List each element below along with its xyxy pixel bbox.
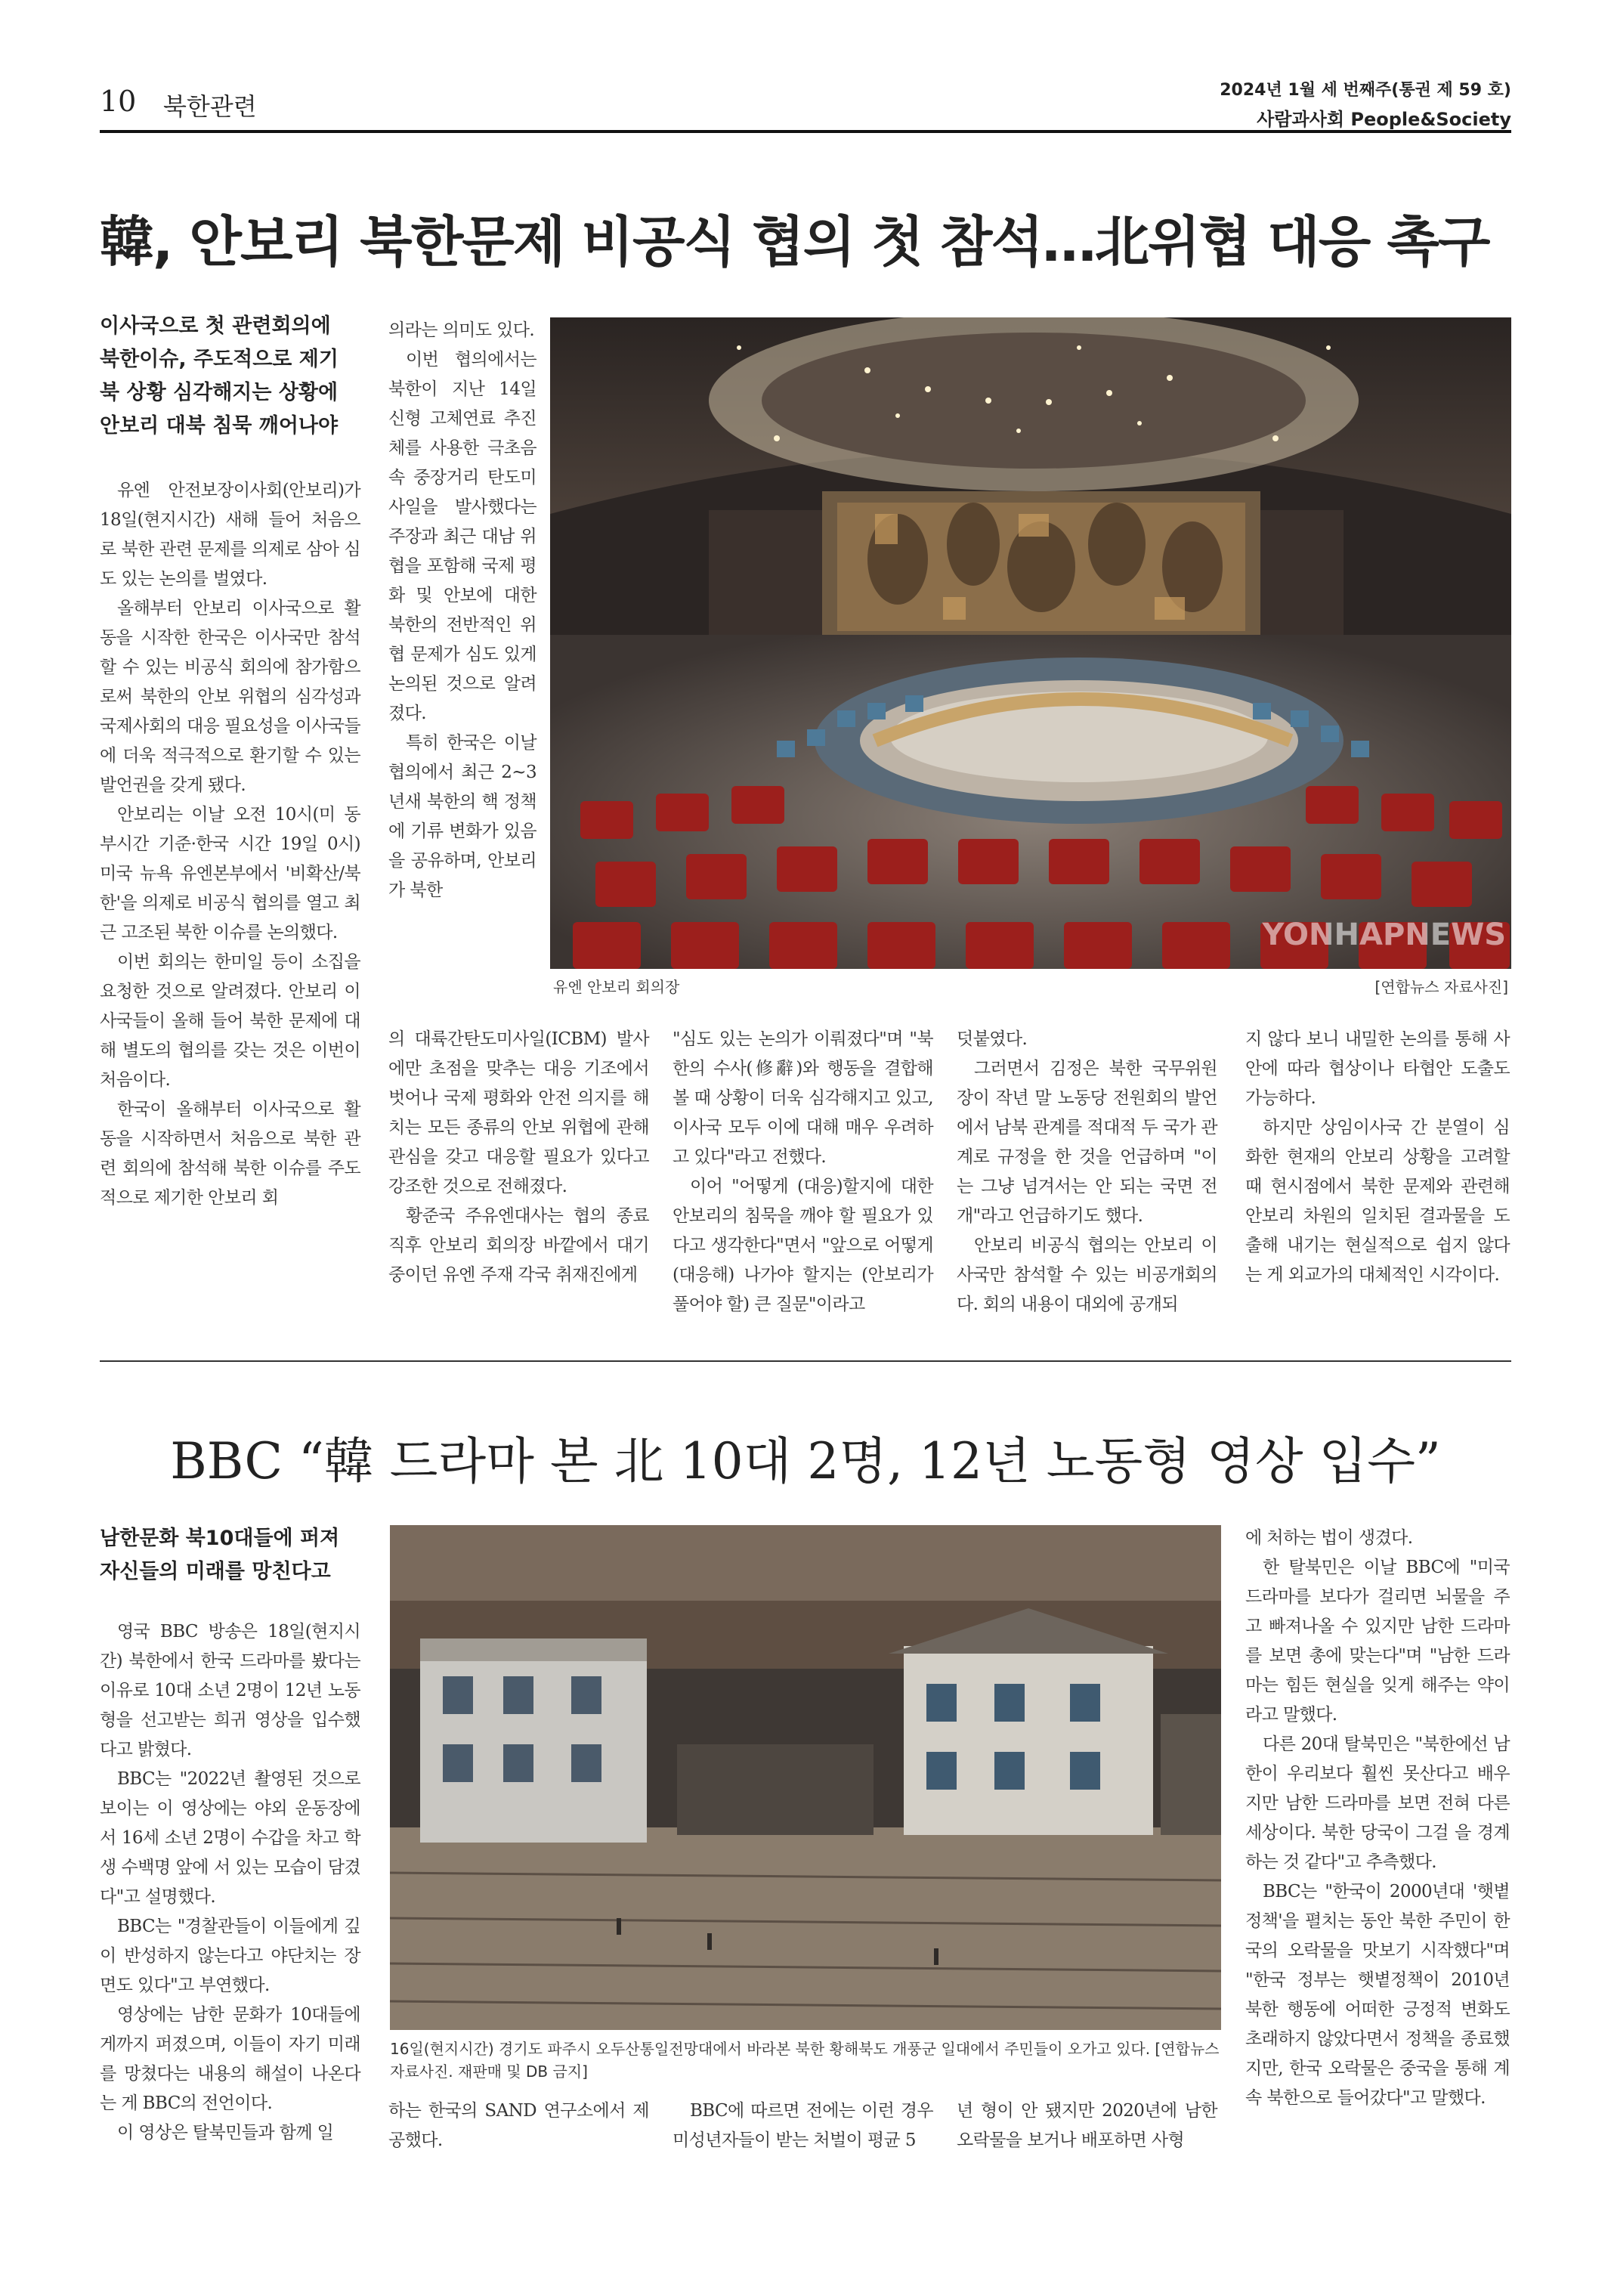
paragraph: 의 대륙간탄도미사일(ICBM) 발사에만 초점을 맞추는 대응 기조에서 벗어나 국제 평화와 안전 의지를 해치는 모든 종류의 안보 위협에 관해 관심을 갖고 대응할 필요가 있다고 강조한 것으로 전해졌다. bbox=[388, 1029, 649, 1196]
article2-column-4 bbox=[957, 2096, 1217, 2155]
issue-info: 2024년 1월 세 번째주(통권 제 59 호) bbox=[1220, 81, 1511, 100]
paragraph: 황준국 주유엔대사는 협의 종료 직후 안보리 회의장 바깥에서 대기 중이던 유엔 주재 각국 취재진에게 bbox=[388, 1206, 649, 1285]
paragraph: 이어 "어떻게 (대응)할지에 대한 안보리의 침묵을 깨야 할 필요가 있다고 생각한다"면서 "앞으로 어떻게 (대응해) 나가야 할지는 (안보리가 풀어야 할) 큰 질문"이라고 bbox=[673, 1177, 933, 1314]
paragraph: BBC는 "한국이 2000년대 '햇볕정책'을 펼치는 동안 북한 주민이 한국의 오락물을 맛보기 시작했다"며 "한국 정부는 햇볕정책이 2010년 북한 행동에 어떠한 긍정적 변화도 초래하지 않았다면서 정책을 종료했지만, 한국 오락물은 중국을 통해 계속 북한으로 들어갔다"고 말했다. bbox=[1245, 1882, 1510, 2108]
article1-column-2 bbox=[388, 316, 536, 905]
section-title: 북한관련 bbox=[163, 92, 257, 121]
photo1-credit: [연합뉴스 자료사진] bbox=[1374, 978, 1508, 996]
article2-column-3 bbox=[673, 2096, 933, 2155]
paragraph: 특히 한국은 이날 협의에서 최근 2~3년새 북한의 핵 정책에 기류 변화가 있음을 공유하며, 안보리가 북한 bbox=[388, 733, 536, 900]
article2-column-5 bbox=[1245, 1524, 1510, 2113]
page-number: 10 bbox=[100, 85, 137, 118]
paragraph: 유엔 안전보장이사회(안보리)가 18일(현지시간) 새해 들어 처음으로 북한 관련 문제를 의제로 삼아 심도 있는 논의를 벌였다. bbox=[100, 481, 360, 589]
paragraph: 의라는 의미도 있다. bbox=[388, 320, 535, 340]
north-korea-village-photo bbox=[390, 1525, 1221, 2030]
subhead-line: 남한문화 북10대들에 퍼져 bbox=[100, 1527, 340, 1550]
paragraph: 안보리 비공식 협의는 안보리 이사국만 참석할 수 있는 비공개회의다. 회의 내용이 대외에 공개되 bbox=[957, 1236, 1217, 1314]
paragraph: 년 형이 안 됐지만 2020년에 남한 오락물을 보거나 배포하면 사형 bbox=[957, 2101, 1217, 2150]
article1-subheads bbox=[100, 310, 372, 443]
header-rule bbox=[100, 130, 1511, 133]
paragraph: 하는 한국의 SAND 연구소에서 제공했다. bbox=[388, 2101, 649, 2150]
paragraph: 덧붙였다. bbox=[957, 1029, 1028, 1049]
paragraph: 에 처하는 법이 생겼다. bbox=[1245, 1528, 1413, 1548]
article1-column-4 bbox=[957, 1025, 1217, 1320]
paragraph: BBC는 "경찰관들이 이들에게 깊이 반성하지 않는다고 야단치는 장면도 있다"고 부연했다. bbox=[100, 1917, 360, 1995]
paragraph: 올해부터 안보리 이사국으로 활동을 시작한 한국은 이사국만 참석할 수 있는 비공식 회의에 참가함으로써 북한의 안보 위협의 심각성과 국제사회의 대응 필요성을 이사국들에 더욱 적극적으로 환기할 수 있는 발언권을 갖게 됐다. bbox=[100, 599, 360, 795]
paragraph: 하지만 상임이사국 간 분열이 심화한 현재의 안보리 상황을 고려할 때 현시점에서 북한 문제와 관련해 안보리 차원의 일치된 결과물을 도출해 내기는 현실적으로 쉽지 않다는 게 외교가의 대체적인 시각이다. bbox=[1245, 1118, 1510, 1285]
article2-column-1 bbox=[100, 1617, 360, 2148]
subhead-line: 이사국으로 첫 관련회의에 bbox=[100, 314, 331, 338]
paragraph: 한국이 올해부터 이사국으로 활동을 시작하면서 처음으로 북한 관련 회의에 참석해 북한 이슈를 주도적으로 제기한 안보리 회 bbox=[100, 1100, 360, 1208]
paragraph: 한 탈북민은 이날 BBC에 "미국 드라마를 보다가 걸리면 뇌물을 주고 빠져나올 수 있지만 남한 드라마를 보면 총에 맞는다"며 "남한 드라마는 힘든 현실을 잊게 해주는 약이라고 말했다. bbox=[1245, 1558, 1510, 1725]
paragraph: 영국 BBC 방송은 18일(현지시간) 북한에서 한국 드라마를 봤다는 이유로 10대 소년 2명이 12년 노동형을 선고받는 희귀 영상을 입수했다고 밝혔다. bbox=[100, 1622, 360, 1759]
subhead-line: 북 상황 심각해지는 상황에 bbox=[100, 381, 339, 404]
paragraph: 지 않다 보니 내밀한 논의를 통해 사안에 따라 협상이나 타협안 도출도 가능하다. bbox=[1245, 1029, 1510, 1108]
article-separator bbox=[100, 1360, 1511, 1362]
paragraph: 이 영상은 탈북민들과 함께 일 bbox=[117, 2123, 334, 2143]
photo1-caption: 유엔 안보리 회의장 bbox=[553, 978, 680, 996]
article1-column-1 bbox=[100, 476, 360, 1213]
subhead-line: 북한이슈, 주도적으로 제기 bbox=[100, 348, 339, 371]
article1-headline: 韓, 안보리 북한문제 비공식 협의 첫 참석…北위협 대응 촉구 bbox=[100, 210, 1489, 274]
photo-watermark: YONHAPNEWS bbox=[1262, 917, 1506, 952]
article2-subheads bbox=[100, 1522, 372, 1589]
paragraph: "심도 있는 논의가 이뤄졌다"며 "북한의 수사(修辭)와 행동을 결합해 볼 때 상황이 더욱 심각해지고 있고, 이사국 모두 이에 대해 매우 우려하고 있다"라고 전했다. bbox=[673, 1029, 933, 1167]
publication-name: 사람과사회 People&Society bbox=[1257, 109, 1511, 130]
village-illustration bbox=[390, 1525, 1221, 2030]
paragraph: 이번 협의에서는 북한이 지난 14일 신형 고체연료 추진체를 사용한 극초음속 중장거리 탄도미사일을 발사했다는 주장과 최근 대남 위협을 포함해 국제 평화 및 안보에 대한 북한의 전반적인 위협 문제가 심도 있게 논의된 것으로 알려졌다. bbox=[388, 350, 536, 723]
paragraph: 영상에는 남한 문화가 10대들에게까지 퍼졌으며, 이들이 자기 미래를 망쳤다는 내용의 해설이 나온다는 게 BBC의 전언이다. bbox=[100, 2005, 360, 2113]
paragraph: 다른 20대 탈북민은 "북한에선 남한이 우리보다 훨씬 못산다고 배우지만 남한 드라마를 보면 전혀 다른 세상이다. 북한 당국이 그걸 을 경계하는 것 같다"고 추측했다. bbox=[1245, 1734, 1510, 1872]
paragraph: BBC에 따르면 전에는 이런 경우 미성년자들이 받는 처벌이 평균 5 bbox=[673, 2101, 933, 2150]
subhead-line: 안보리 대북 침묵 깨어나야 bbox=[100, 414, 339, 438]
article2-column-2 bbox=[388, 2096, 649, 2155]
paragraph: BBC는 "2022년 촬영된 것으로 보이는 이 영상에는 야외 운동장에서 16세 소년 2명이 수갑을 차고 학생 수백명 앞에 서 있는 모습이 담겼다"고 설명했다. bbox=[100, 1769, 360, 1907]
article1-column-5 bbox=[1245, 1025, 1510, 1290]
article2-headline: BBC “韓 드라마 본 北 10대 2명, 12년 노동형 영상 입수” bbox=[170, 1432, 1441, 1490]
un-security-council-photo bbox=[550, 317, 1511, 969]
photo2-caption: 16일(현지시간) 경기도 파주시 오두산통일전망대에서 바라본 북한 황해북도 개풍군 일대에서 주민들이 오가고 있다. [연합뉴스 자료사진. 재판매 및 DB 금지] bbox=[390, 2040, 1220, 2081]
paragraph: 그러면서 김정은 북한 국무위원장이 작년 말 노동당 전원회의 발언에서 남북 관계를 적대적 두 국가 관계로 규정을 한 것을 언급하며 "이는 그냥 넘겨서는 안 되는 국면 전개"라고 언급하기도 했다. bbox=[957, 1059, 1217, 1226]
paragraph: 안보리는 이날 오전 10시(미 동부시간 기준·한국 시간 19일 0시) 미국 뉴욕 유엔본부에서 '비확산/북한'을 의제로 비공식 협의를 열고 최근 고조된 북한 이슈를 논의했다. bbox=[100, 805, 360, 942]
article1-column-2b bbox=[388, 1025, 649, 1290]
chamber-illustration bbox=[550, 317, 1511, 969]
subhead-line: 자신들의 미래를 망친다고 bbox=[100, 1560, 331, 1583]
paragraph: 이번 회의는 한미일 등이 소집을 요청한 것으로 알려졌다. 안보리 이사국들이 올해 들어 북한 문제에 대해 별도의 협의를 갖는 것은 이번이 처음이다. bbox=[100, 952, 360, 1090]
article1-column-3 bbox=[673, 1025, 933, 1320]
